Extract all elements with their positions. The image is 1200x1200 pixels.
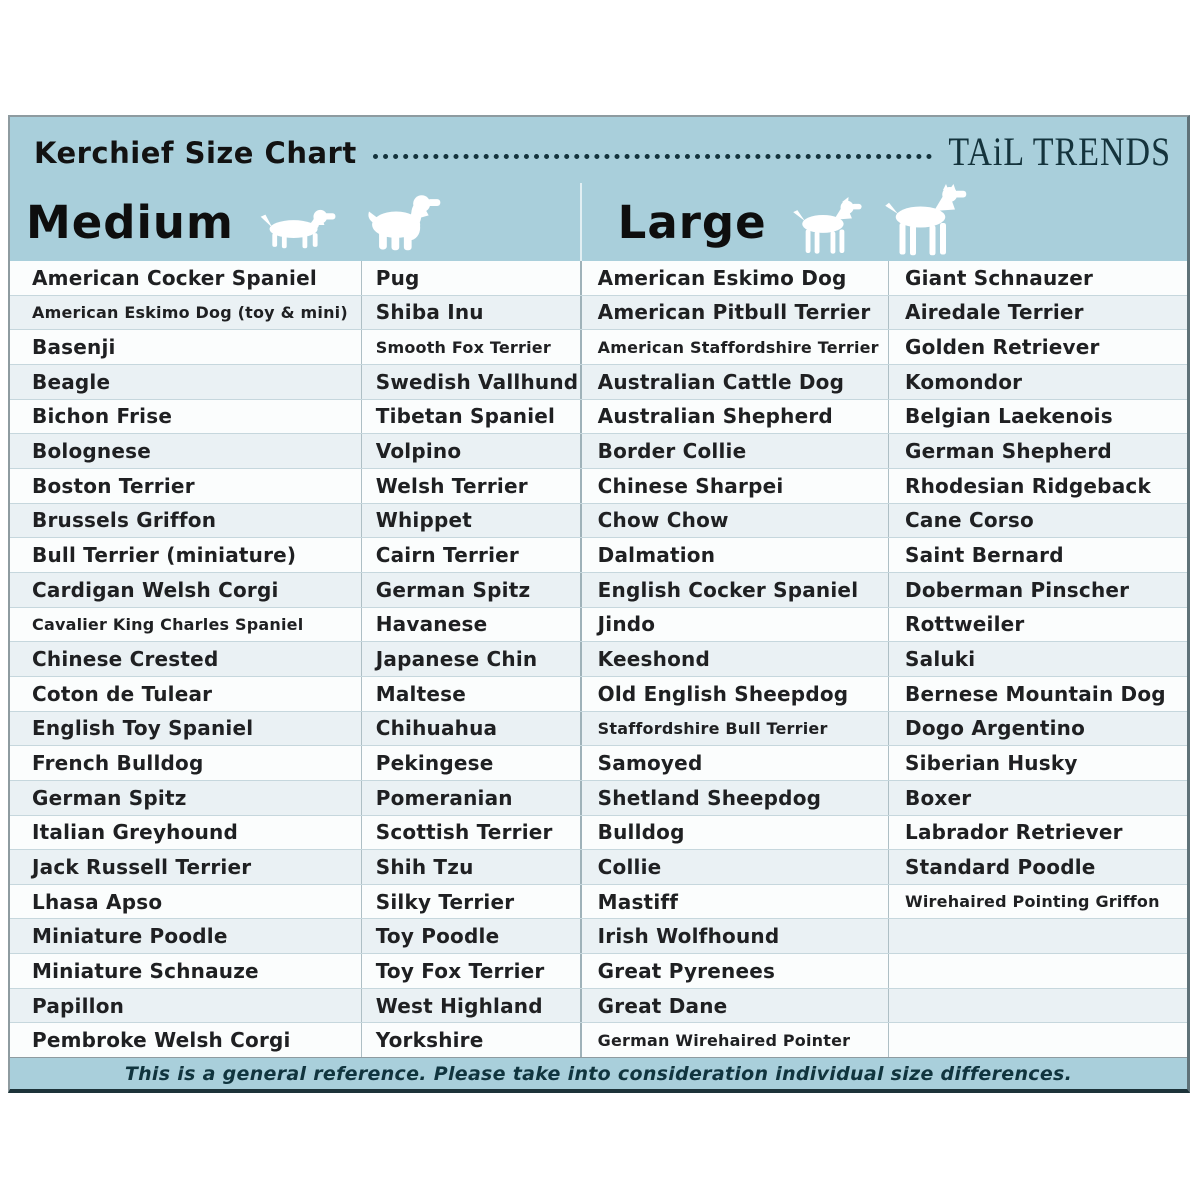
table-row (10, 399, 1187, 434)
breed-cell: Siberian Husky (888, 746, 1187, 780)
breed-cell: Irish Wolfhound (580, 919, 888, 953)
breed-cell: Shetland Sheepdog (580, 781, 888, 815)
breed-cell: Beagle (32, 369, 111, 394)
breed-cell: Toy Fox Terrier (361, 954, 580, 988)
breed-cell: Basenji (32, 335, 116, 360)
breed-cell (888, 919, 1187, 953)
breed-cell: Shih Tzu (361, 850, 580, 884)
breed-cell: Lhasa Apso (32, 889, 163, 914)
breed-cell: Smooth Fox Terrier (361, 330, 580, 364)
breed-cell: West Highland (361, 989, 580, 1023)
breed-cell: Giant Schnauzer (888, 261, 1187, 295)
breed-cell: Boston Terrier (32, 473, 195, 498)
breed-cell: Pug (361, 261, 580, 295)
breed-cell: Komondor (888, 365, 1187, 399)
table-row (10, 815, 1187, 850)
table-row (10, 503, 1187, 538)
breed-cell: Maltese (361, 677, 580, 711)
breed-cell: Chow Chow (580, 504, 888, 538)
breed-cell: Rottweiler (888, 608, 1187, 642)
breed-cell: Saint Bernard (888, 538, 1187, 572)
breed-cell: American Staffordshire Terrier (580, 330, 888, 364)
title-bar (10, 117, 1187, 183)
breed-cell: Chihuahua (361, 712, 580, 746)
breed-cell: Border Collie (580, 434, 888, 468)
table-row (10, 711, 1187, 746)
breed-cell: Italian Greyhound (32, 820, 238, 845)
breed-cell: Silky Terrier (361, 885, 580, 919)
breed-cell: Keeshond (580, 642, 888, 676)
breed-cell: Havanese (361, 608, 580, 642)
large-dog-icons (787, 184, 967, 256)
table-row (10, 1022, 1187, 1057)
breed-cell: Cavalier King Charles Spaniel (32, 614, 304, 634)
breed-cell: Scottish Terrier (361, 816, 580, 850)
breed-cell: Old English Sheepdog (580, 677, 888, 711)
table-row (10, 918, 1187, 953)
breed-cell: Cairn Terrier (361, 538, 580, 572)
breed-cell: Mastiff (580, 885, 888, 919)
breed-cell: Bull Terrier (miniature) (32, 543, 297, 568)
large-label: Large (617, 195, 767, 249)
table-row (10, 364, 1187, 399)
cocker-spaniel-icon (354, 189, 446, 251)
page-title: Kerchief Size Chart (34, 136, 357, 170)
breed-cell: Miniature Poodle (32, 924, 228, 949)
table-row (10, 641, 1187, 676)
breed-cell: Great Pyrenees (580, 954, 888, 988)
table-row (10, 884, 1187, 919)
breed-cell: American Cocker Spaniel (32, 265, 317, 290)
medium-label: Medium (26, 195, 234, 249)
breed-cell: Collie (580, 850, 888, 884)
breed-cell: Saluki (888, 642, 1187, 676)
table-row (10, 537, 1187, 572)
table-row (10, 780, 1187, 815)
table-row (10, 433, 1187, 468)
breed-cell: Samoyed (580, 746, 888, 780)
breed-cell: Rhodesian Ridgeback (888, 469, 1187, 503)
breed-cell: Boxer (888, 781, 1187, 815)
breed-cell: Pekingese (361, 746, 580, 780)
footer-note-bar (10, 1057, 1187, 1089)
breed-cell: Swedish Vallhund (361, 365, 580, 399)
table-row (10, 572, 1187, 607)
breed-cell: Wirehaired Pointing Griffon (888, 885, 1187, 919)
table-row (10, 295, 1187, 330)
breed-cell: Whippet (361, 504, 580, 538)
dotted-divider (373, 154, 933, 159)
dachshund-icon (254, 203, 340, 251)
table-row (10, 849, 1187, 884)
breed-cell: Welsh Terrier (361, 469, 580, 503)
breed-cell: American Pitbull Terrier (580, 296, 888, 330)
breed-cell: Bichon Frise (32, 404, 173, 429)
breed-cell: German Spitz (32, 785, 187, 810)
breed-cell: Staffordshire Bull Terrier (580, 712, 888, 746)
breed-cell: Great Dane (580, 989, 888, 1023)
breed-cell: American Eskimo Dog (toy & mini) (32, 302, 348, 322)
breed-cell (888, 989, 1187, 1023)
breed-cell: Bolognese (32, 439, 151, 464)
breed-cell: Miniature Schnauze (32, 958, 259, 983)
breed-cell: Japanese Chin (361, 642, 580, 676)
pointer-dog-icon (787, 196, 863, 256)
breed-cell: Shiba Inu (361, 296, 580, 330)
table-row (10, 676, 1187, 711)
breed-cell: German Wirehaired Pointer (580, 1023, 888, 1057)
breed-cell: Dogo Argentino (888, 712, 1187, 746)
breed-cell: Chinese Sharpei (580, 469, 888, 503)
brand-logo: TAiL TRENDS (948, 130, 1171, 175)
footer-note: This is a general reference. Please take into consideration individual size differences. (124, 1062, 1073, 1085)
breed-cell: Coton de Tulear (32, 681, 213, 706)
breed-cell: Golden Retriever (888, 330, 1187, 364)
breed-cell: Dalmation (580, 538, 888, 572)
breed-cell: Pomeranian (361, 781, 580, 815)
breed-cell: Cane Corso (888, 504, 1187, 538)
breed-cell (888, 954, 1187, 988)
size-header-row (10, 183, 1187, 261)
breed-cell: Jindo (580, 608, 888, 642)
breed-cell: Brussels Griffon (32, 508, 217, 533)
table-row (10, 607, 1187, 642)
medium-section-header (10, 183, 580, 261)
breed-cell: English Cocker Spaniel (580, 573, 888, 607)
medium-dog-icons (254, 189, 446, 251)
breed-cell: French Bulldog (32, 751, 204, 776)
breed-cell: Bernese Mountain Dog (888, 677, 1187, 711)
breed-cell: Yorkshire (361, 1023, 580, 1057)
breed-cell: Pembroke Welsh Corgi (32, 1028, 291, 1053)
table-row (10, 329, 1187, 364)
breed-cell: Chinese Crested (32, 647, 219, 672)
great-dane-icon (877, 184, 967, 256)
breed-cell: Standard Poodle (888, 850, 1187, 884)
breed-cell: Jack Russell Terrier (32, 854, 252, 879)
breed-cell: Australian Cattle Dog (580, 365, 888, 399)
large-section-header (580, 183, 1187, 261)
breed-cell (888, 1023, 1187, 1057)
breed-cell: Papillon (32, 993, 125, 1018)
breed-cell: Cardigan Welsh Corgi (32, 577, 279, 602)
breed-table (10, 261, 1187, 1057)
table-row (10, 261, 1187, 295)
breed-cell: American Eskimo Dog (580, 261, 888, 295)
breed-cell: Australian Shepherd (580, 400, 888, 434)
breed-cell: German Shepherd (888, 434, 1187, 468)
table-row (10, 468, 1187, 503)
breed-cell: German Spitz (361, 573, 580, 607)
table-row (10, 953, 1187, 988)
breed-cell: Labrador Retriever (888, 816, 1187, 850)
breed-cell: English Toy Spaniel (32, 716, 254, 741)
breed-cell: Volpino (361, 434, 580, 468)
size-chart-panel (8, 115, 1190, 1093)
breed-cell: Doberman Pinscher (888, 573, 1187, 607)
breed-cell: Toy Poodle (361, 919, 580, 953)
breed-cell: Bulldog (580, 816, 888, 850)
table-row (10, 745, 1187, 780)
table-row (10, 988, 1187, 1023)
breed-cell: Tibetan Spaniel (361, 400, 580, 434)
breed-cell: Airedale Terrier (888, 296, 1187, 330)
breed-cell: Belgian Laekenois (888, 400, 1187, 434)
